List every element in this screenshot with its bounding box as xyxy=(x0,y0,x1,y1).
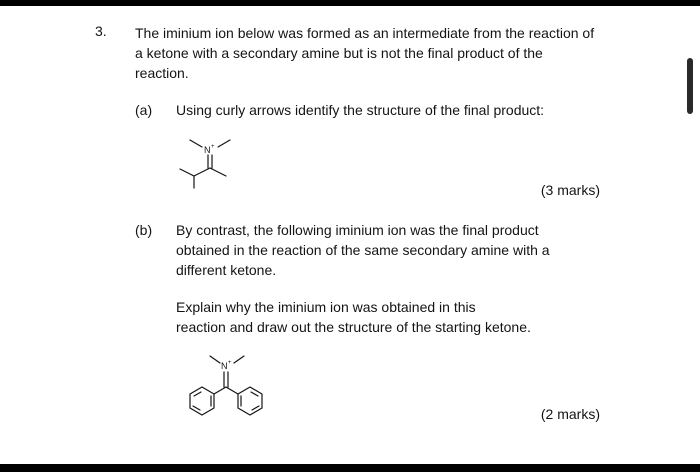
ring-double-bond xyxy=(193,406,200,410)
n-methyl-bond xyxy=(210,356,220,363)
charge-label: + xyxy=(211,144,215,150)
ring-double-bond xyxy=(252,406,259,410)
question-number: 3. xyxy=(95,23,107,39)
aryl-bond xyxy=(214,387,226,394)
part-b-text-line: obtained in the reaction of the same secondary amine with a xyxy=(176,242,550,258)
phenyl-ring-left xyxy=(190,387,214,415)
part-b-label: (b) xyxy=(135,222,153,238)
nitrogen-label: N xyxy=(221,361,228,371)
ring-double-bond xyxy=(194,392,201,396)
ring-double-bond xyxy=(251,392,258,396)
iminium-structure-b xyxy=(170,350,274,422)
part-a-text: Using curly arrows identify the structure of the final product: xyxy=(176,102,545,118)
question-intro-line: The iminium ion below was formed as an intermediate from the reaction of xyxy=(135,25,595,41)
question-intro xyxy=(135,23,655,83)
phenyl-ring-right xyxy=(238,387,262,415)
n-methyl-bond xyxy=(234,356,244,363)
bottom-frame-bar xyxy=(0,464,700,472)
top-frame-bar xyxy=(0,0,700,6)
aryl-bond xyxy=(226,387,238,394)
part-b-text-line: By contrast, the following iminium ion was the final product xyxy=(176,222,539,238)
part-b-text xyxy=(176,220,550,280)
part-b-explain-line: Explain why the iminium ion was obtained in this xyxy=(176,299,476,315)
isopropyl-bond xyxy=(194,168,210,176)
part-b-marks: (2 marks) xyxy=(540,406,600,422)
n-methyl-bond xyxy=(218,140,230,147)
part-b-text-line: different ketone. xyxy=(176,262,277,278)
part-a-label: (a) xyxy=(135,102,153,118)
part-b-explain xyxy=(176,297,531,337)
part-a-marks: (3 marks) xyxy=(540,182,600,198)
scrollbar-thumb[interactable] xyxy=(687,58,693,114)
ethyl-bond xyxy=(210,168,226,176)
question-intro-line: a ketone with a secondary amine but is not the final product of the xyxy=(135,45,543,61)
question-intro-line: reaction. xyxy=(135,65,189,81)
isopropyl-bond xyxy=(180,169,194,176)
part-b-explain-line: reaction and draw out the structure of the starting ketone. xyxy=(176,319,531,335)
charge-label: + xyxy=(228,360,232,366)
iminium-structure-a xyxy=(168,132,240,194)
nitrogen-label: N xyxy=(204,145,211,155)
n-methyl-bond xyxy=(190,140,202,147)
